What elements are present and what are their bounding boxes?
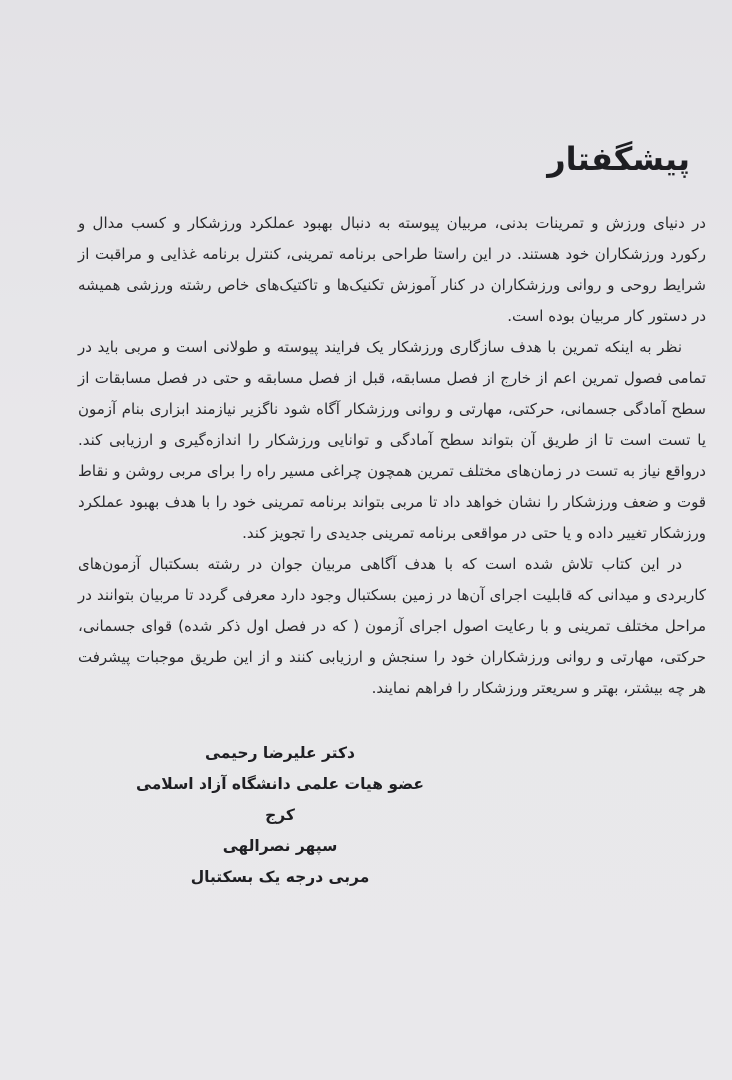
author-2-title: مربی درجه یک بسکتبال — [190, 868, 370, 886]
paragraph-3: در این کتاب تلاش شده است که با هدف آگاهی مربیان جوان در رشته بسکتبال آزمون‌های کاربردی و میدانی که قابلیت اجرای آن‌ها در زمین بسکتبال وجود دارد معرفی گردد تا مربیان بتوانند در مراحل مختلف تمرینی و با رعایت اصول اجرای آزمون ( که در فصل اول ذکر شده) قوای جسمانی، حرکتی، مهارتی و روانی ورزشکاران خود را سنجش و ارزیابی کنند و از این طریق موجبات پیشرفت هر چه بیشتر، بهتر و سریعتر ورزشکار را فراهم نمایند. — [78, 555, 706, 697]
paragraph-1: در دنیای ورزش و تمرینات بدنی، مربیان پیوسته به دنبال بهبود عملکرد ورزشکار و کسب مدال و رکورد ورزشکاران خود هستند. در این راستا طراحی برنامه تمرینی، کنترل برنامه غذایی و مراقبت از شرایط روحی و روانی ورزشکاران در کنار آموزش تکنیک‌ها و تاکتیک‌های خاص رشته ورزشی همیشه در دستور کار مربیان بوده است. — [78, 214, 706, 325]
author-1-name: دکتر علیرضا رحیمی — [205, 744, 355, 762]
page-title: پیشگفتار — [547, 140, 690, 178]
paragraph-2: نظر به اینکه تمرین با هدف سازگاری ورزشکار یک فرایند پیوسته و طولانی است و مربی باید در تمامی فصول تمرین اعم از خارج از فصل مسابقه، قبل از فصل مسابقه و حتی در فصل مسابقات از سطح آمادگی جسمانی، حرکتی، مهارتی و روانی ورزشکار آگاه شود ناگزیر نیازمند ابزاری بنام آزمون یا تست است تا از طریق آن بتواند سطح آمادگی و توانایی ورزشکار را اندازه‌گیری و ارزیابی کند. درواقع نیاز به تست در زمان‌های مختلف تمرین همچون چراغی مسیر راه را برای مربی روشن و نقاط قوت و ضعف ورزشکار را نشان خواهد داد تا مربی بتواند برنامه تمرینی خود را با هدف بهبود عملکرد ورزشکار تغییر داده و یا حتی در مواقعی برنامه تمرینی جدیدی را تجویز کند. — [78, 338, 706, 542]
author-1-affiliation: عضو هیات علمی دانشگاه آزاد اسلامی کرج — [136, 775, 424, 824]
author-signatures — [120, 738, 440, 893]
preface-body — [78, 208, 706, 704]
author-2-name: سپهر نصرالهی — [222, 837, 338, 855]
